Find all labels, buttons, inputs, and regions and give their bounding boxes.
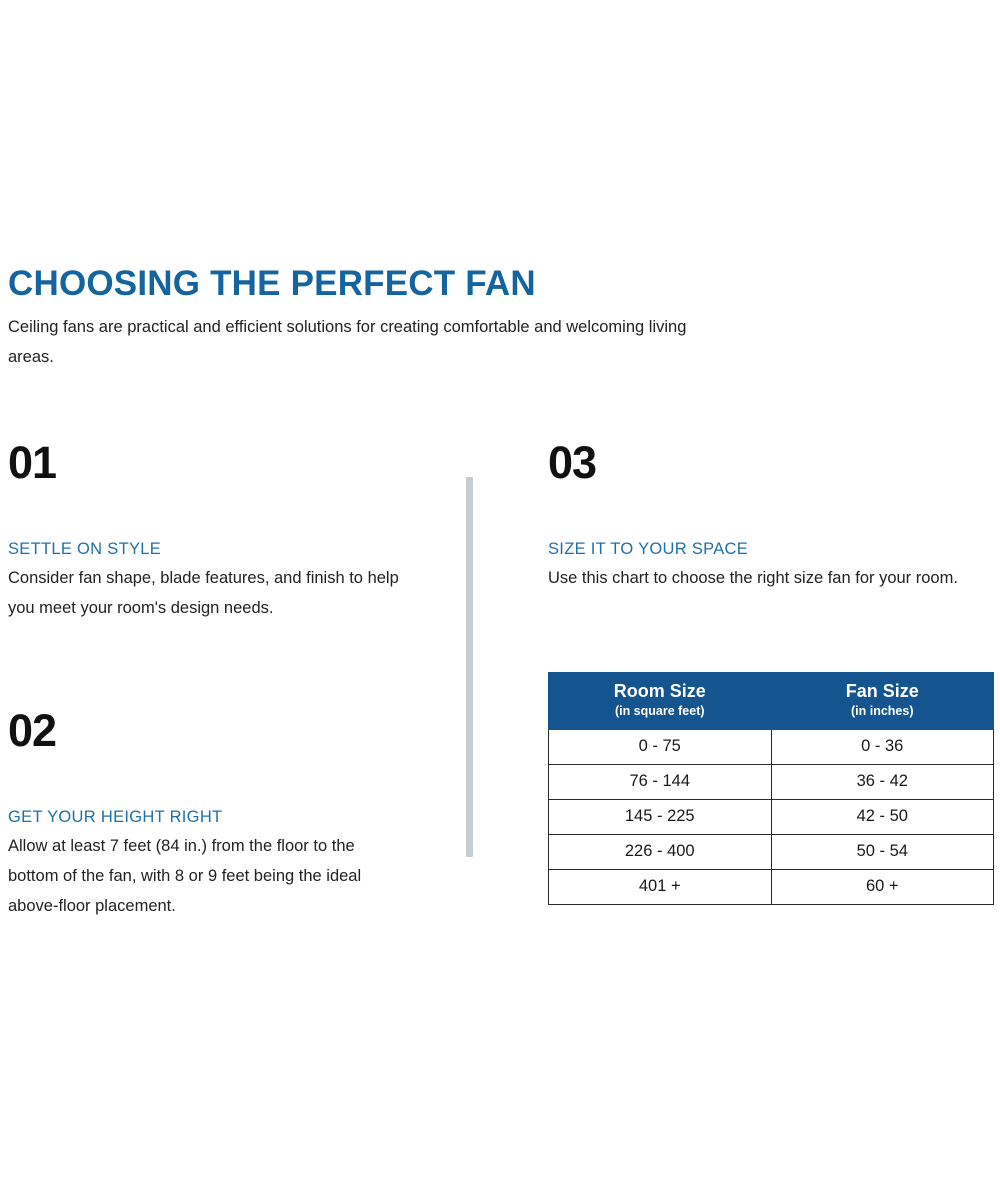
cell-room-size: 226 - 400	[549, 835, 772, 870]
table-header-row	[549, 673, 994, 730]
column-header-main: Room Size	[613, 681, 706, 701]
column-header-fan-size	[771, 673, 994, 730]
intro-paragraph: Ceiling fans are practical and efficient solutions for creating comfortable and welcoming living areas.	[8, 317, 687, 367]
cell-room-size: 145 - 225	[549, 800, 772, 835]
size-chart-head	[549, 673, 994, 730]
cell-fan-size: 50 - 54	[771, 835, 994, 870]
step-body: Consider fan shape, blade features, and finish to help you meet your room's design needs.	[8, 569, 399, 618]
table-row	[549, 800, 994, 835]
step-body: Allow at least 7 feet (84 in.) from the floor to the bottom of the fan, with 8 or 9 feet being the ideal above-floor placement.	[8, 837, 362, 916]
step-heading: GET YOUR HEIGHT RIGHT	[8, 808, 223, 826]
cell-fan-size: 42 - 50	[771, 800, 994, 835]
table-row	[549, 730, 994, 765]
page-title: CHOOSING THE PERFECT FAN	[8, 264, 536, 303]
header-block	[8, 265, 708, 373]
step-text	[8, 806, 408, 922]
step-number: 03	[548, 437, 597, 488]
step-heading: SETTLE ON STYLE	[8, 540, 162, 558]
size-chart-body	[549, 730, 994, 905]
column-header-room-size	[549, 673, 772, 730]
table-row	[549, 765, 994, 800]
table-row	[549, 870, 994, 905]
step-heading: SIZE IT TO YOUR SPACE	[548, 540, 749, 558]
table-row	[549, 835, 994, 870]
step-number: 02	[8, 705, 57, 756]
cell-room-size: 401 +	[549, 870, 772, 905]
column-header-main: Fan Size	[845, 681, 919, 701]
cell-room-size: 0 - 75	[549, 730, 772, 765]
cell-fan-size: 0 - 36	[771, 730, 994, 765]
cell-fan-size: 60 +	[771, 870, 994, 905]
step-text	[548, 538, 968, 593]
column-header-sub: (in square feet)	[614, 703, 705, 718]
step-number: 01	[8, 437, 57, 488]
vertical-divider	[466, 477, 473, 857]
column-header-sub: (in inches)	[850, 703, 914, 718]
size-chart-wrapper	[548, 672, 994, 905]
size-chart-table	[548, 672, 994, 905]
cell-fan-size: 36 - 42	[771, 765, 994, 800]
step-text	[8, 538, 408, 623]
cell-room-size: 76 - 144	[549, 765, 772, 800]
step-body: Use this chart to choose the right size fan for your room.	[548, 569, 958, 588]
